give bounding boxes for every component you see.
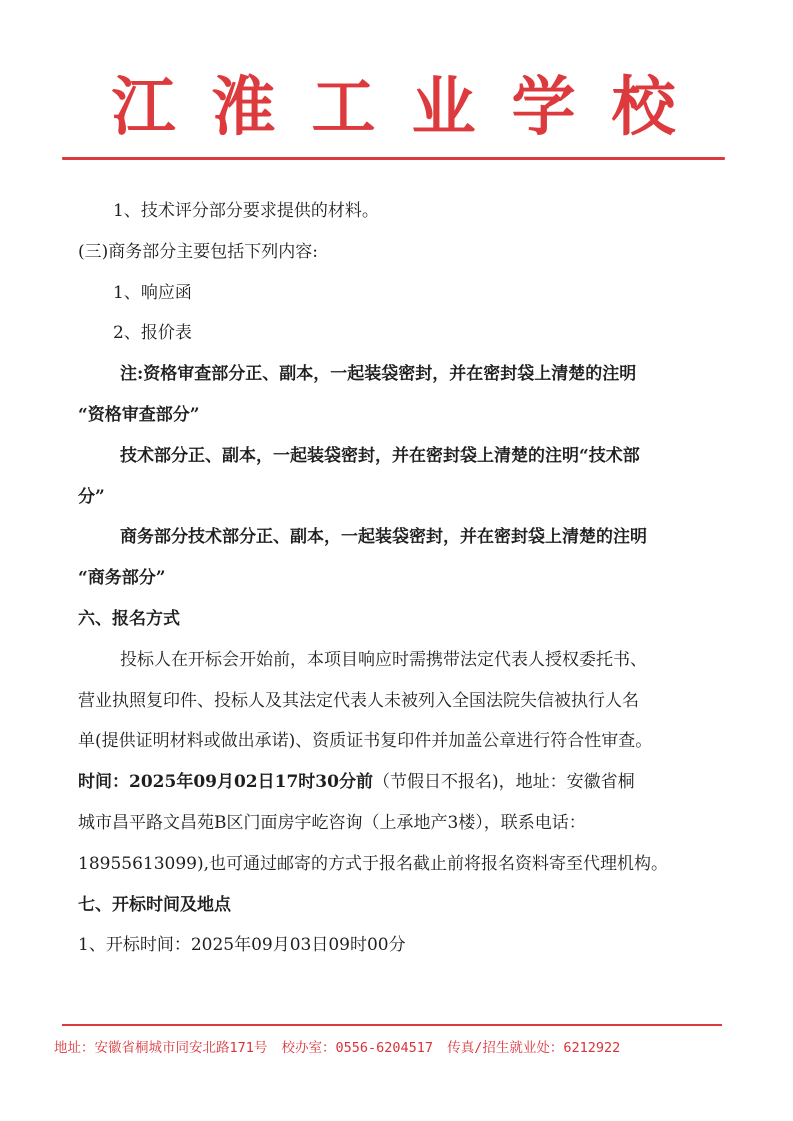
list-item: 2、报价表 (113, 323, 192, 344)
section-heading: 七、开标时间及地点 (78, 894, 231, 915)
letterhead-title: 江淮工业学校 (111, 70, 712, 145)
paragraph: 18955613099),也可通过邮寄的方式于报名截止前将报名资料寄至代理机构。 (78, 853, 669, 874)
document-body (78, 191, 728, 966)
footer-divider (62, 1024, 722, 1026)
paragraph: 投标人在开标会开始前，本项目响应时需携带法定代表人授权委托书、 (120, 649, 647, 670)
section-heading: 六、报名方式 (78, 608, 180, 629)
paragraph: (三)商务部分主要包括下列内容: (78, 241, 318, 262)
footer-office-phone: 校办室：0556-6204517 (281, 1040, 434, 1056)
note-paragraph: 技术部分正、副本，一起装袋密封，并在密封袋上清楚的注明“技术部 (120, 445, 640, 466)
header-divider (62, 157, 725, 160)
footer-fax: 传真/招生就业处：6212922 (447, 1040, 621, 1056)
paragraph: 城市昌平路文昌苑B区门面房宇屹咨询（上承地产3楼），联系电话： (78, 812, 586, 833)
paragraph: 单(提供证明材料或做出承诺)、资质证书复印件并加盖公章进行符合性审查。 (78, 731, 653, 752)
footer-address: 地址：安徽省桐城市同安北路171号 (54, 1040, 268, 1056)
note-paragraph: 商务部分技术部分正、副本，一起装袋密封，并在密封袋上清楚的注明 (120, 527, 647, 548)
paragraph: 1、开标时间：2025年09月03日09时00分 (78, 935, 406, 956)
paragraph: 1、技术评分部分要求提供的材料。 (113, 201, 379, 221)
registration-deadline: 时间：2025年09月02日17时30分前 (78, 772, 373, 793)
letterhead-footer (54, 1036, 734, 1056)
note-paragraph: 注:资格审查部分正、副本，一起装袋密封，并在密封袋上清楚的注明 (120, 364, 637, 385)
registration-address: （节假日不报名)，地址：安徽省桐 (372, 772, 635, 793)
note-continuation: “资格审查部分” (78, 404, 200, 425)
paragraph (78, 762, 728, 803)
note-continuation: “商务部分” (78, 568, 166, 589)
list-item: 1、响应函 (113, 282, 192, 303)
paragraph: 营业执照复印件、投标人及其法定代表人未被列入全国法院失信被执行人名 (78, 690, 639, 711)
note-continuation: 分” (78, 486, 105, 507)
